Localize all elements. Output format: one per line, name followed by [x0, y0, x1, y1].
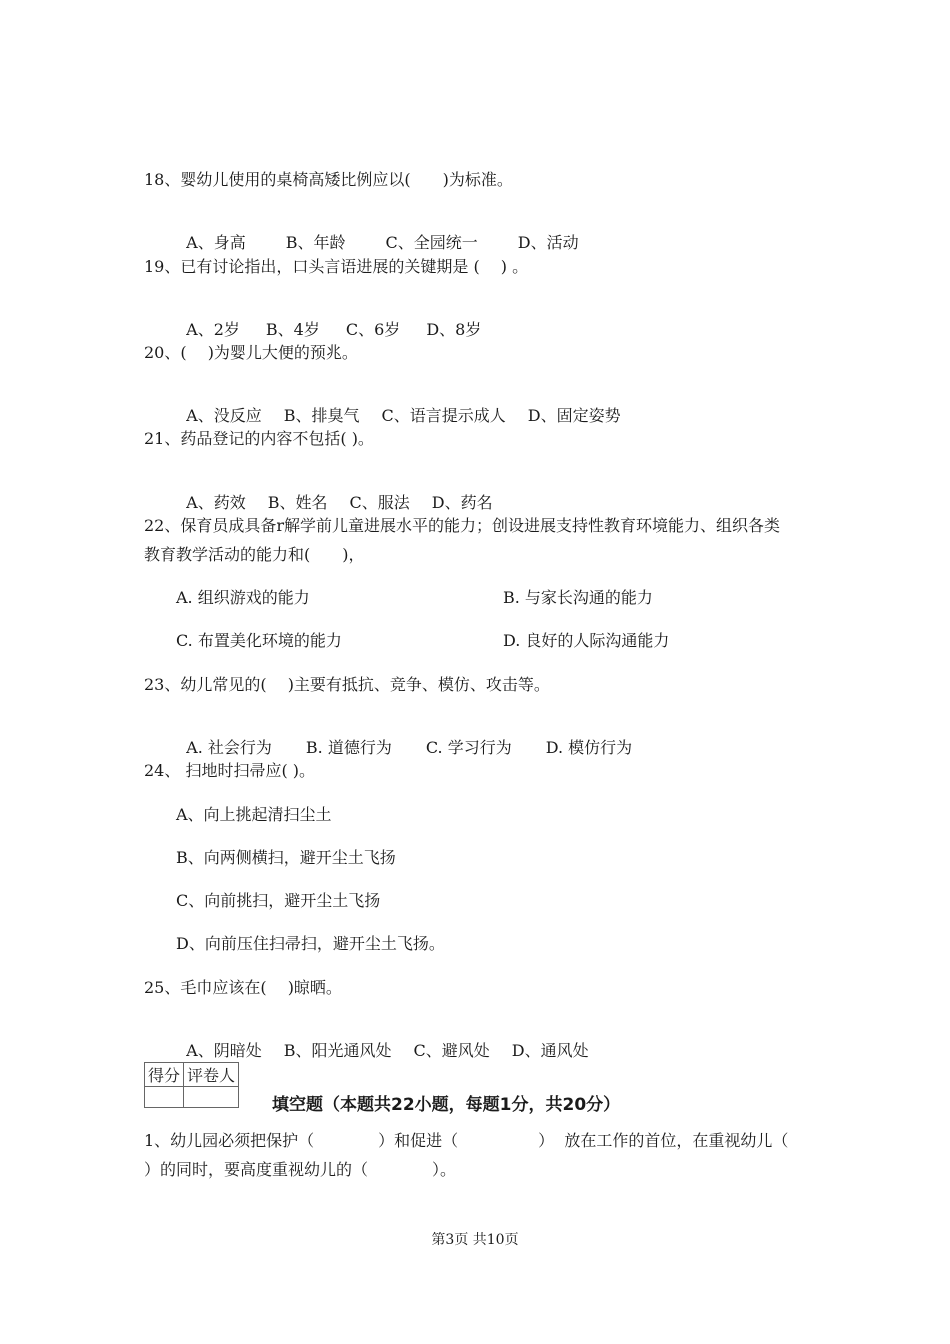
score-label: 得分: [145, 1063, 184, 1087]
grader-label: 评卷人: [184, 1063, 239, 1087]
option-d: D、8岁: [426, 320, 482, 339]
option-b: B. 道德行为: [305, 738, 392, 757]
option-a: A、没反应: [186, 406, 262, 425]
option-a: A、身高: [186, 233, 246, 252]
option-a: A. 组织游戏的能力: [176, 588, 310, 607]
option-a: A、向上挑起清扫尘土: [176, 805, 332, 824]
question-25-stem: 25、毛巾应该在( )晾晒。: [144, 978, 342, 997]
option-a: A、2岁: [186, 320, 240, 339]
question-21-stem: 21、药品登记的内容不包括( )。: [144, 429, 374, 448]
section-title: 填空题（本题共22小题，每题1分，共20分）: [272, 1095, 621, 1115]
option-c: C、服法: [349, 493, 410, 512]
option-b: B、阳光通风处: [283, 1041, 392, 1060]
option-c: C、避风处: [413, 1041, 490, 1060]
page-number: 第3页 共10页: [431, 1232, 519, 1248]
question-25-options: [176, 1021, 589, 1061]
grader-cell: [184, 1087, 239, 1108]
option-a: A、药效: [186, 493, 246, 512]
option-c: C、全园统一: [385, 233, 478, 252]
question-18-stem: 18、婴幼儿使用的桌椅高矮比例应以( )为标准。: [144, 170, 513, 189]
question-20-stem: 20、( )为婴儿大便的预兆。: [144, 343, 358, 362]
option-b: B、4岁: [265, 320, 320, 339]
fill-question-1-line-1: 1、幼儿园必须把保护（ ）和促进（ ） 放在工作的首位，在重视幼儿（: [144, 1131, 789, 1150]
option-a: A. 社会行为: [186, 738, 272, 757]
option-d: D、固定姿势: [527, 406, 621, 425]
option-b: B、向两侧横扫，避开尘土飞扬: [176, 848, 396, 867]
option-c: C、6岁: [345, 320, 401, 339]
option-d: D、通风处: [511, 1041, 589, 1060]
option-d: D、活动: [517, 233, 579, 252]
score-cell: [145, 1087, 184, 1108]
question-23-stem: 23、幼儿常见的( )主要有抵抗、竞争、模仿、攻击等。: [144, 675, 550, 694]
question-18-options: [176, 213, 579, 253]
option-d: D. 良好的人际沟通能力: [503, 631, 670, 650]
option-c: C. 学习行为: [425, 738, 512, 757]
option-b: B. 与家长沟通的能力: [503, 588, 653, 607]
option-c: C、向前挑扫，避开尘土飞扬: [176, 891, 381, 910]
question-22-stem-continued: 教育教学活动的能力和( )，: [144, 545, 365, 564]
option-d: D、药名: [431, 493, 493, 512]
option-b: B、排臭气: [283, 406, 360, 425]
option-a: A、阴暗处: [186, 1041, 262, 1060]
fill-question-1-line-2: ）的同时，要高度重视幼儿的（ ）。: [144, 1160, 457, 1179]
option-b: B、姓名: [267, 493, 328, 512]
question-22-stem: 22、保育员成具备r解学前儿童进展水平的能力；创设进展支持性教育环境能力、组织各类: [144, 516, 781, 535]
option-d: D、向前压住扫帚扫，避开尘土飞扬。: [176, 934, 445, 953]
option-d: D. 模仿行为: [545, 738, 633, 757]
question-20-options: [176, 386, 621, 426]
question-21-options: [176, 473, 493, 513]
option-b: B、年龄: [285, 233, 346, 252]
question-23-options: [176, 718, 632, 758]
question-19-stem: 19、已有讨论指出，口头言语进展的关键期是 ( ) 。: [144, 257, 529, 276]
score-box: [144, 1062, 239, 1108]
question-19-options: [176, 300, 481, 340]
option-c: C. 布置美化环境的能力: [176, 631, 342, 650]
option-c: C、语言提示成人: [381, 406, 506, 425]
question-24-stem: 24、 扫地时扫帚应( )。: [144, 761, 316, 780]
